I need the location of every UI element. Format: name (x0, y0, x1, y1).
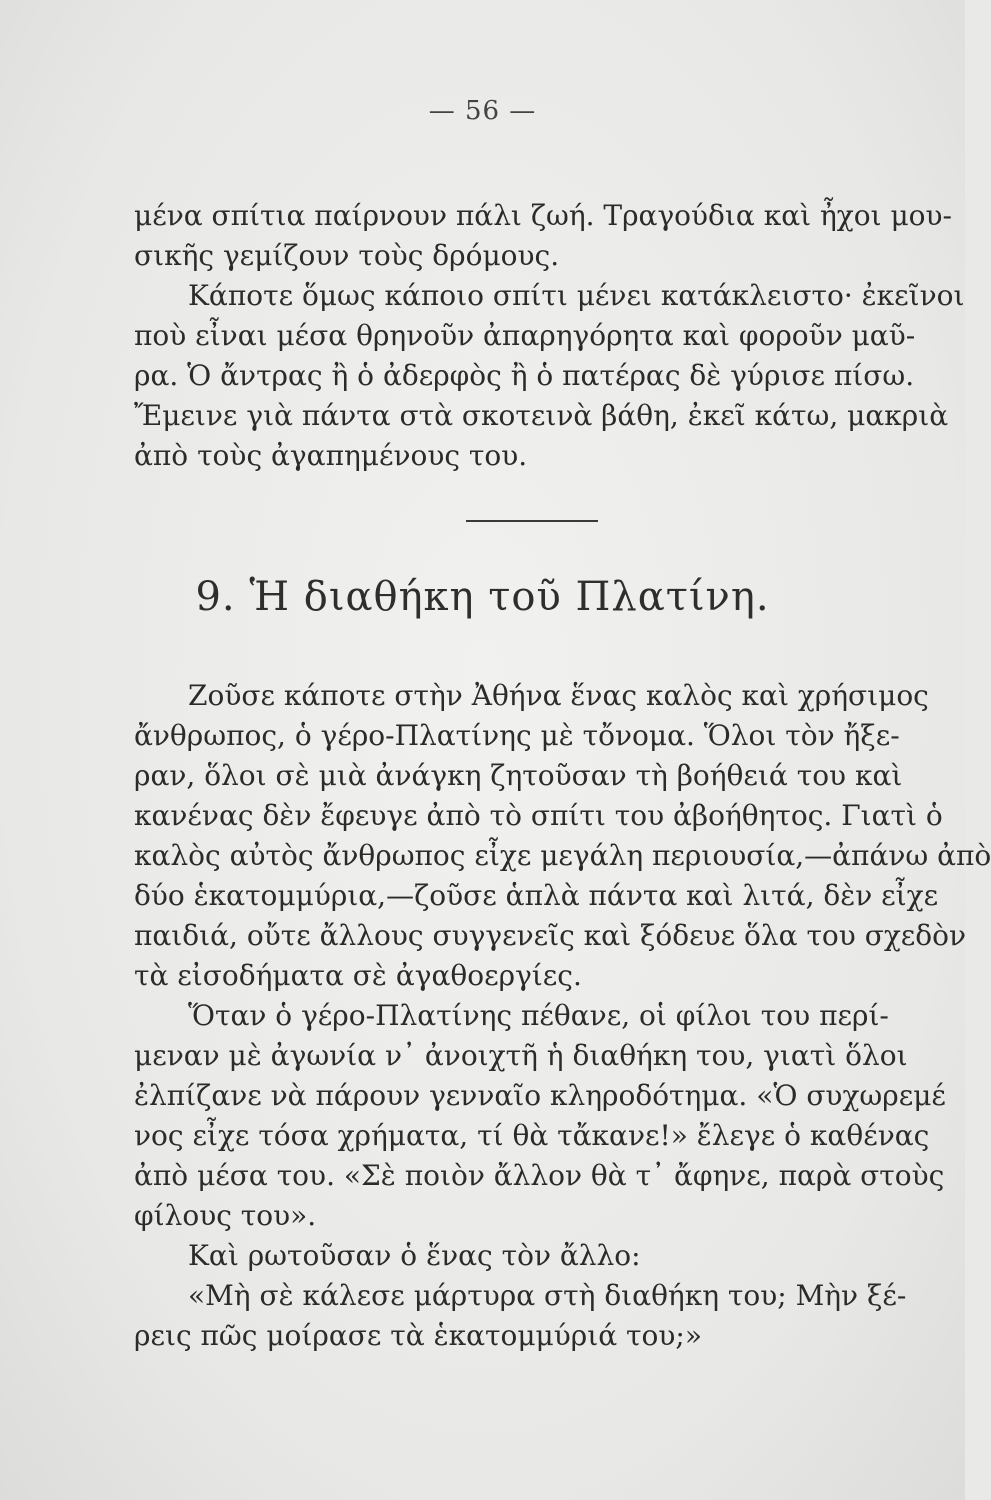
text-line: φίλους του». (134, 1199, 317, 1232)
text-line: Ὅταν ὁ γέρο-Πλατίνης πέθανε, οἱ φίλοι του περί- (188, 999, 889, 1032)
section-divider (466, 520, 598, 522)
text-line: ἐλπίζανε νὰ πάρουν γενναῖο κληροδότημα. «Ὁ συχωρεμέ (134, 1079, 946, 1112)
text-line: ραν, ὅλοι σὲ μιὰ ἀνάγκη ζητοῦσαν τὴ βοήθειά του καὶ (134, 759, 903, 792)
text-line: ρα. Ὁ ἄντρας ἢ ὁ ἀδερφὸς ἢ ὁ πατέρας δὲ γύρισε πίσω. (134, 359, 915, 392)
text-line: σικῆς γεμίζουν τοὺς δρόμους. (134, 239, 560, 272)
text-block-bottom (134, 676, 991, 1356)
text-line: τὰ εἰσοδήματα σὲ ἀγαθοεργίες. (134, 959, 582, 992)
text-line: Καὶ ρωτοῦσαν ὁ ἕνας τὸν ἄλλο: (188, 1239, 641, 1272)
text-line: κανένας δὲν ἔφευγε ἀπὸ τὸ σπίτι του ἀβοήθητος. Γιατὶ ὁ (134, 799, 943, 832)
text-line: ποὺ εἶναι μέσα θρηνοῦν ἀπαρηγόρητα καὶ φοροῦν μαῦ- (134, 319, 916, 352)
text-line: Ζοῦσε κάποτε στὴν Ἀθήνα ἕνας καλὸς καὶ χρήσιμος (188, 679, 929, 712)
page-number: — 56 — (428, 96, 537, 126)
text-line: ἀπὸ τοὺς ἀγαπημένους του. (134, 439, 528, 472)
text-line: μεναν μὲ ἀγωνία ν᾿ ἀνοιχτῆ ἡ διαθήκη του, γιατὶ ὅλοι (134, 1039, 908, 1072)
text-line: Ἔμεινε γιὰ πάντα στὰ σκοτεινὰ βάθη, ἐκεῖ κάτω, μακριὰ (134, 399, 949, 432)
text-line: ρεις πῶς μοίρασε τὰ ἑκατομμύριά του;» (134, 1319, 702, 1352)
text-line: μένα σπίτια παίρνουν πάλι ζωή. Τραγούδια καὶ ἦχοι μου- (134, 199, 953, 232)
text-line: δύο ἑκατομμύρια,—ζοῦσε ἁπλὰ πάντα καὶ λιτά, δὲν εἶχε (134, 879, 939, 912)
text-line: καλὸς αὐτὸς ἄνθρωπος εἶχε μεγάλη περιουσία,—ἀπάνω ἀπὸ (134, 839, 991, 872)
text-line: νος εἶχε τόσα χρήματα, τί θὰ τἄκανε!» ἔλεγε ὁ καθένας (134, 1119, 930, 1152)
text-line: «Μὴ σὲ κάλεσε μάρτυρα στὴ διαθήκη του; Μὴν ξέ- (188, 1279, 907, 1312)
text-line: Κάποτε ὅμως κάποιο σπίτι μένει κατάκλειστο· ἐκεῖνοι (188, 279, 965, 312)
text-block-top (134, 196, 965, 476)
chapter-title: 9. Ἡ διαθήκη τοῦ Πλατίνη. (195, 574, 770, 620)
text-line: ἀπὸ μέσα του. «Σὲ ποιὸν ἄλλον θὰ τ᾿ ἄφηνε, παρὰ στοὺς (134, 1159, 945, 1192)
text-line: παιδιά, οὔτε ἄλλους συγγενεῖς καὶ ξόδευε ὅλα του σχεδὸν (134, 919, 967, 952)
text-line: ἄνθρωπος, ὁ γέρο-Πλατίνης μὲ τὄνομα. Ὅλοι τὸν ἤξε- (134, 719, 900, 752)
